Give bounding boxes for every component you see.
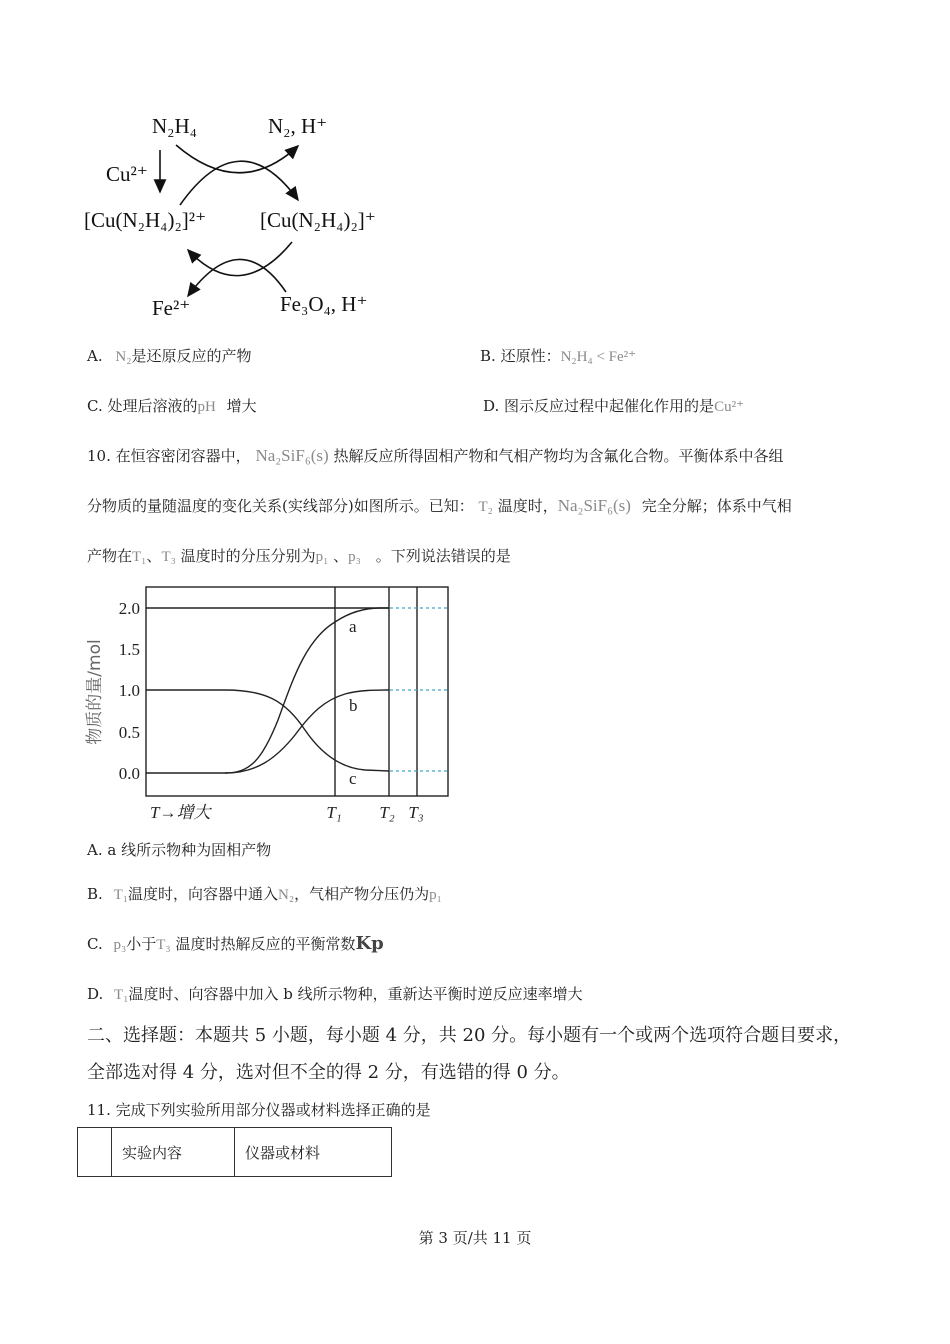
- q10-option-a: [87, 840, 271, 860]
- formula: T₁: [114, 987, 129, 1003]
- option-text: ，气相产物分压仍为: [294, 885, 430, 903]
- formula: T₃: [161, 549, 176, 565]
- formula: p₃: [113, 937, 127, 953]
- ytick-2.0: 2.0: [118, 599, 140, 618]
- q11-table: [77, 1127, 392, 1177]
- ytick-0.5: 0.5: [118, 723, 140, 742]
- option-label: C.: [87, 397, 103, 415]
- section2-heading-line1: 二、选择题：本题共 5 小题，每小题 4 分，共 20 分。每小题有一个或两个选项符合题目要求，: [87, 1025, 852, 1046]
- formula: Na₂SiF₆(s): [557, 496, 631, 515]
- stem-text: 温度时的分压分别为: [180, 547, 316, 565]
- option-text: 增大: [226, 397, 257, 415]
- q10-option-d: [87, 984, 583, 1005]
- stem-text: 温度时，: [497, 497, 558, 515]
- formula: Cu²⁺: [714, 399, 744, 415]
- table-header-row: [78, 1128, 392, 1177]
- q10-stem-line1: [87, 446, 783, 466]
- cu2-reagent-label: Cu²⁺: [106, 162, 148, 186]
- ytick-0.0: 0.0: [118, 764, 140, 783]
- formula: T₃: [156, 937, 171, 953]
- option-label: D.: [87, 985, 104, 1003]
- q11-stem: 11. 完成下列实验所用部分仪器或材料选择正确的是: [87, 1101, 431, 1119]
- stem-text: 在恒容密闭容器中，: [115, 447, 251, 465]
- formula: p₁: [315, 549, 329, 565]
- chart-svg: [80, 580, 460, 830]
- formula: N₂: [278, 887, 295, 903]
- option-label: B.: [87, 885, 103, 903]
- option-label: A.: [87, 347, 103, 365]
- option-label: D.: [483, 397, 500, 415]
- xtick-t1: T₁: [326, 803, 342, 822]
- q9-option-c: [87, 396, 257, 417]
- formula: pH: [197, 399, 216, 415]
- option-label: A.: [87, 841, 103, 859]
- option-text: 温度时，向容器中通入: [127, 885, 278, 903]
- option-label: B.: [480, 347, 496, 365]
- curve-label-c: c: [349, 769, 357, 788]
- formula: T₂: [478, 499, 493, 515]
- question-number: 10.: [87, 447, 111, 465]
- formula: T₁: [113, 887, 128, 903]
- formula: N₂H₄ < Fe²⁺: [560, 349, 637, 365]
- stem-text: 热解反应所得固相产物和气相产物均为含氟化合物。平衡体系中各组: [333, 447, 784, 465]
- q10-option-b: [87, 884, 442, 905]
- q10-stem-line2: [87, 496, 792, 517]
- ytick-1.5: 1.5: [118, 640, 140, 659]
- xtick-t2: T₂: [379, 803, 395, 822]
- stem-text: 分物质的量随温度的变化关系(实线部分)如图所示。已知：: [87, 497, 474, 515]
- section2-heading-line2: 全部选对得 4 分，选对但不全的得 2 分，有选错的得 0 分。: [87, 1062, 570, 1083]
- formula: Na₂SiF₆(s): [255, 446, 329, 465]
- n2h4-label: N₂H₄: [152, 114, 197, 138]
- x-axis-label: T→增大: [150, 803, 211, 822]
- q9-option-a: [87, 346, 251, 367]
- reaction-cycle-diagram: [80, 100, 400, 330]
- formula-kp: Kp: [355, 933, 384, 954]
- table-header-cell-content: 实验内容: [112, 1128, 235, 1177]
- formula: p₃: [348, 549, 361, 565]
- option-text: 温度时热解反应的平衡常数: [175, 935, 356, 953]
- fe2-label: Fe²⁺: [152, 296, 191, 320]
- complex-right-label: [Cu(N₂H₄)₂]⁺: [260, 208, 376, 232]
- option-text: 小于: [126, 935, 157, 953]
- q9-option-d: [483, 396, 744, 417]
- stem-text: 、: [333, 547, 349, 565]
- formula: T₁: [132, 549, 147, 565]
- q10-stem-line3: [87, 546, 511, 567]
- table-header-cell-materials: 仪器或材料: [235, 1128, 392, 1177]
- xtick-t3: T₃: [408, 803, 424, 822]
- fe3o4-label: Fe₃O₄, H⁺: [280, 292, 368, 316]
- option-text: 是还原反应的产物: [131, 347, 252, 365]
- formula: N₂: [115, 349, 132, 365]
- complex-left-label: [Cu(N₂H₄)₂]²⁺: [84, 208, 207, 232]
- option-text: 图示反应过程中起催化作用的是: [504, 397, 715, 415]
- stem-text: 、: [146, 547, 162, 565]
- option-text: a 线所示物种为固相产物: [107, 841, 272, 859]
- option-text: 还原性：: [500, 347, 561, 365]
- formula: p₁: [429, 887, 442, 903]
- q10-option-c: [87, 934, 384, 955]
- option-text: 处理后溶液的: [107, 397, 198, 415]
- table-header-cell-index: [78, 1128, 112, 1177]
- stem-text: 。下列说法错误的是: [375, 547, 511, 565]
- curve-label-b: b: [349, 696, 358, 715]
- y-axis-label: 物质的量/mol: [85, 639, 105, 745]
- q9-option-b: [480, 346, 636, 367]
- curve-label-a: a: [349, 617, 357, 636]
- option-label: C.: [87, 935, 103, 953]
- stem-text: 产物在: [87, 547, 133, 565]
- amount-vs-temperature-chart: [80, 580, 460, 830]
- products-top-label: N₂, H⁺: [268, 114, 328, 138]
- option-text: 温度时、向容器中加入 b 线所示物种，重新达平衡时逆反应速率增大: [128, 985, 583, 1003]
- ytick-1.0: 1.0: [118, 681, 140, 700]
- page-footer: 第 3 页/共 11 页: [418, 1229, 532, 1247]
- stem-text: 完全分解；体系中气相: [641, 497, 792, 515]
